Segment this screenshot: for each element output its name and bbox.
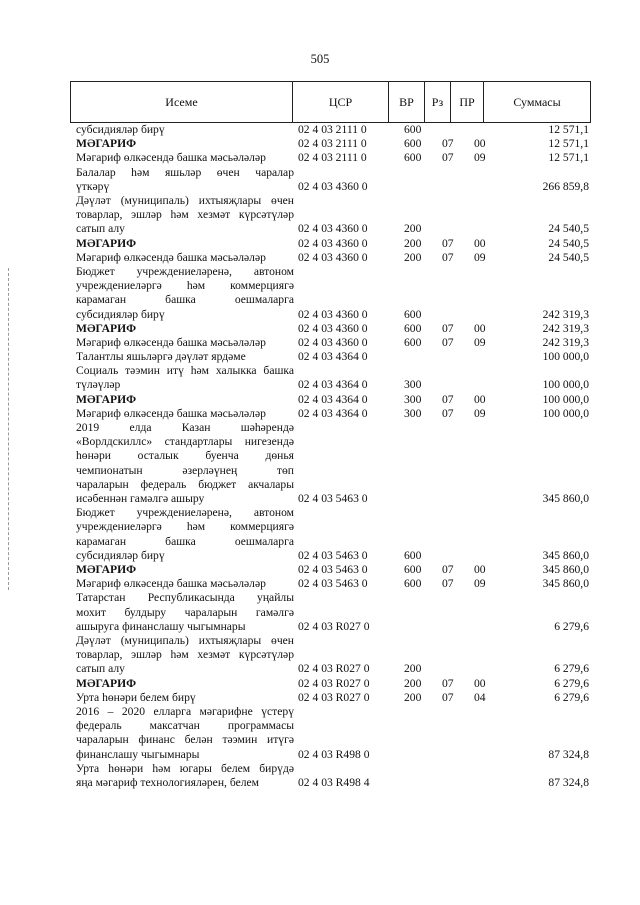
row-rz: 07 [442, 137, 454, 151]
row-rz: 07 [442, 577, 454, 591]
row-sum: 6 279,6 [554, 676, 589, 690]
table-row [0, 194, 640, 237]
row-name-line: 2019 елда Казан шәһәрендә [76, 421, 294, 435]
row-sum: 6 279,6 [554, 690, 589, 704]
row-name-line: мохит булдыру чараларын гамәлгә [76, 605, 294, 619]
row-rz: 07 [442, 392, 454, 406]
row-sum: 12 571,1 [548, 137, 589, 151]
table-row [0, 577, 640, 591]
header-pr: ПР [451, 82, 484, 122]
row-vr: 600 [404, 151, 422, 165]
row-name [76, 705, 294, 762]
row-name-line: 2016 – 2020 елларга мәгарифне үстерү [76, 704, 294, 718]
row-name-line: карамаган башка оешмаларга [76, 534, 294, 548]
row-name-line: Мәгариф өлкәсендә башка мәсьәләләр [76, 577, 266, 591]
header-csr: ЦСР [293, 82, 389, 122]
row-pr: 09 [474, 335, 486, 349]
row-csr: 02 4 03 4360 0 [298, 335, 368, 349]
row-vr: 600 [404, 307, 422, 321]
table-row [0, 591, 640, 634]
row-name-line: Мәгариф өлкәсендә башка мәсьәләләр [76, 406, 266, 420]
table-body [0, 123, 640, 790]
row-pr: 00 [474, 392, 486, 406]
row-name-line: Дәүләт (муниципаль) ихтыяҗлары өчен [76, 634, 294, 647]
row-sum: 345 860,0 [542, 548, 589, 562]
row-vr: 600 [404, 577, 422, 591]
table-row [0, 677, 640, 691]
row-name [76, 137, 294, 151]
row-sum: 100 000,0 [542, 378, 589, 392]
table-row [0, 563, 640, 577]
row-vr: 600 [404, 122, 422, 136]
row-name-line: Урта һөнәри һәм югары белем бирүдә [76, 761, 294, 775]
row-pr: 00 [474, 137, 486, 151]
row-name [76, 762, 294, 790]
row-name-line: үткәрү [76, 179, 110, 193]
row-name-line: исәбеннән гамәлгә ашыру [76, 492, 205, 506]
table-row [0, 705, 640, 762]
row-vr: 600 [404, 335, 422, 349]
row-name [76, 393, 294, 407]
row-rz: 07 [442, 563, 454, 577]
row-csr: 02 4 03 5463 0 [298, 577, 368, 591]
row-vr: 300 [404, 378, 422, 392]
row-name [76, 677, 294, 691]
row-rz: 07 [442, 236, 454, 250]
row-name [76, 407, 294, 421]
row-csr: 02 4 03 R027 0 [298, 662, 370, 676]
table-row [0, 350, 640, 364]
row-pr: 00 [474, 236, 486, 250]
row-vr: 600 [404, 548, 422, 562]
row-name [76, 634, 294, 677]
row-vr: 200 [404, 676, 422, 690]
row-vr: 600 [404, 563, 422, 577]
row-name-line: учреждениеләргә һәм коммерциягә [76, 520, 294, 534]
row-sum: 6 279,6 [554, 619, 589, 633]
row-name-line: Социаль тәэмин итү һәм халыкка башка [76, 364, 294, 378]
row-name [76, 563, 294, 577]
row-name-line: учреждениеләргә һәм коммерциягә [76, 279, 294, 293]
row-name-line: чараларын федераль бюджет акчалары [76, 477, 294, 491]
row-vr: 200 [404, 250, 422, 264]
row-csr: 02 4 03 5463 0 [298, 492, 368, 506]
row-csr: 02 4 03 4360 0 [298, 222, 368, 236]
row-name-line: Мәгариф өлкәсендә башка мәсьәләләр [76, 151, 266, 165]
row-sum: 242 319,3 [542, 307, 589, 321]
table-row [0, 506, 640, 563]
row-name-line: Мәгариф өлкәсендә башка мәсьәләләр [76, 335, 266, 349]
row-name [76, 237, 294, 251]
row-sum: 345 860,0 [542, 563, 589, 577]
row-csr: 02 4 03 4360 0 [298, 321, 368, 335]
row-name-line: чемпионатын әзерләүнең төп [76, 463, 294, 477]
row-sum: 100 000,0 [542, 392, 589, 406]
table-row [0, 137, 640, 151]
row-name [76, 591, 294, 634]
row-name-line: субсидияләр бирү [76, 307, 165, 321]
row-sum: 24 540,5 [548, 236, 589, 250]
row-csr: 02 4 03 4364 0 [298, 392, 368, 406]
row-vr: 200 [404, 690, 422, 704]
row-vr: 200 [404, 236, 422, 250]
table-row [0, 237, 640, 251]
row-sum: 266 859,8 [542, 179, 589, 193]
row-pr: 09 [474, 250, 486, 264]
row-rz: 07 [442, 406, 454, 420]
row-name-line: Бюджет учреждениеләренә, автоном [76, 506, 294, 520]
row-csr: 02 4 03 2111 0 [298, 137, 367, 151]
row-vr: 200 [404, 222, 422, 236]
row-name [76, 265, 294, 322]
row-sum: 345 860,0 [542, 577, 589, 591]
row-sum: 12 571,1 [548, 122, 589, 136]
row-name-line: карамаган башка оешмаларга [76, 293, 294, 307]
row-name [76, 336, 294, 350]
table-row [0, 762, 640, 790]
row-name-line: ашыруга финанслашу чыгымнары [76, 619, 246, 633]
row-csr: 02 4 03 R498 4 [298, 775, 370, 789]
row-name-line: түләүләр [76, 378, 121, 392]
header-name: Исеме [71, 82, 293, 122]
row-sum: 100 000,0 [542, 406, 589, 420]
row-rz: 07 [442, 151, 454, 165]
row-rz: 07 [442, 321, 454, 335]
header-vr: ВР [389, 82, 425, 122]
row-csr: 02 4 03 4360 0 [298, 236, 368, 250]
row-sum: 24 540,5 [548, 250, 589, 264]
row-name-line: федераль максатчан программасы [76, 719, 294, 733]
row-csr: 02 4 03 4364 0 [298, 378, 368, 392]
row-name [76, 506, 294, 563]
row-name [76, 123, 294, 137]
row-name-line: һөнәри осталык буенча дөнья [76, 449, 294, 463]
row-csr: 02 4 03 4360 0 [298, 179, 368, 193]
row-name-line: «Ворлдскиллс» стандартлары нигезендә [76, 435, 294, 449]
row-name-line: яңа мәгариф технологияләрен, белем [76, 775, 259, 789]
table-row [0, 364, 640, 392]
row-sum: 6 279,6 [554, 662, 589, 676]
table-row [0, 421, 640, 506]
row-sum: 87 324,8 [548, 747, 589, 761]
table-row [0, 251, 640, 265]
row-vr: 600 [404, 137, 422, 151]
table-row [0, 322, 640, 336]
table-row [0, 151, 640, 165]
row-csr: 02 4 03 4360 0 [298, 250, 368, 264]
row-name-line: Бюджет учреждениеләренә, автоном [76, 264, 294, 278]
row-rz: 07 [442, 250, 454, 264]
row-name-line: товарлар, эшләр һәм хезмәт күрсәтүләр [76, 648, 294, 662]
table-row [0, 407, 640, 421]
row-sum: 87 324,8 [548, 775, 589, 789]
row-csr: 02 4 03 R027 0 [298, 619, 370, 633]
row-name [76, 577, 294, 591]
row-name [76, 364, 294, 392]
row-name [76, 194, 294, 237]
row-name-line: товарлар, эшләр һәм хезмәт күрсәтүләр [76, 208, 294, 222]
row-pr: 00 [474, 676, 486, 690]
row-pr: 09 [474, 406, 486, 420]
row-name-line: Татарстан Республикасында уңайлы [76, 591, 294, 605]
row-csr: 02 4 03 R027 0 [298, 690, 370, 704]
table-row [0, 265, 640, 322]
row-rz: 07 [442, 690, 454, 704]
row-sum: 100 000,0 [542, 350, 589, 364]
row-rz: 07 [442, 335, 454, 349]
row-csr: 02 4 03 2111 0 [298, 151, 367, 165]
row-pr: 04 [474, 690, 486, 704]
row-pr: 00 [474, 563, 486, 577]
row-name-line: Дәүләт (муниципаль) ихтыяҗлары өчен [76, 193, 294, 207]
row-pr: 09 [474, 151, 486, 165]
row-vr: 300 [404, 406, 422, 420]
row-name-line: сатып алу [76, 662, 125, 676]
row-csr: 02 4 03 5463 0 [298, 548, 368, 562]
row-name-line: МӘГАРИФ [76, 321, 137, 335]
row-csr: 02 4 03 2111 0 [298, 122, 367, 136]
row-name-line: МӘГАРИФ [76, 676, 137, 690]
row-sum: 24 540,5 [548, 222, 589, 236]
table-row [0, 166, 640, 194]
row-sum: 345 860,0 [542, 492, 589, 506]
row-name-line: сатып алу [76, 222, 125, 236]
table-row [0, 393, 640, 407]
row-name-line: Балалар һәм яшьләр өчен чаралар [76, 165, 294, 179]
row-name [76, 322, 294, 336]
row-name [76, 251, 294, 265]
table-header [70, 81, 591, 123]
row-vr: 600 [404, 321, 422, 335]
row-sum: 242 319,3 [542, 335, 589, 349]
row-name-line: МӘГАРИФ [76, 236, 137, 250]
row-name-line: МӘГАРИФ [76, 137, 137, 151]
row-name [76, 691, 294, 705]
row-csr: 02 4 03 4364 0 [298, 406, 368, 420]
row-csr: 02 4 03 4364 0 [298, 350, 368, 364]
row-csr: 02 4 03 R027 0 [298, 676, 370, 690]
row-name-line: МӘГАРИФ [76, 392, 137, 406]
row-name-line: Мәгариф өлкәсендә башка мәсьәләләр [76, 250, 266, 264]
table-row [0, 123, 640, 137]
row-name [76, 151, 294, 165]
row-sum: 12 571,1 [548, 151, 589, 165]
row-csr: 02 4 03 R498 0 [298, 747, 370, 761]
row-name [76, 350, 294, 364]
table-row [0, 634, 640, 677]
row-pr: 09 [474, 577, 486, 591]
row-pr: 00 [474, 321, 486, 335]
row-vr: 300 [404, 392, 422, 406]
row-csr: 02 4 03 4360 0 [298, 307, 368, 321]
row-name [76, 166, 294, 194]
header-sum: Суммасы [513, 94, 561, 109]
header-rz: Рз [425, 82, 451, 122]
table-row [0, 336, 640, 350]
row-name-line: чараларын финанс белән тәэмин итүгә [76, 733, 294, 747]
row-name-line: финанслашу чыгымнары [76, 747, 200, 761]
row-name-line: Урта һөнәри белем бирү [76, 690, 196, 704]
page-number: 505 [310, 52, 330, 66]
row-name-line: субсидияләр бирү [76, 548, 165, 562]
row-rz: 07 [442, 676, 454, 690]
table-row [0, 691, 640, 705]
row-name-line: Талантлы яшьләргә дәүләт ярдәме [76, 350, 246, 364]
row-name-line: субсидияләр бирү [76, 123, 165, 136]
row-sum: 242 319,3 [542, 321, 589, 335]
row-name-line: МӘГАРИФ [76, 563, 137, 577]
row-vr: 200 [404, 662, 422, 676]
row-name [76, 421, 294, 506]
row-csr: 02 4 03 5463 0 [298, 563, 368, 577]
